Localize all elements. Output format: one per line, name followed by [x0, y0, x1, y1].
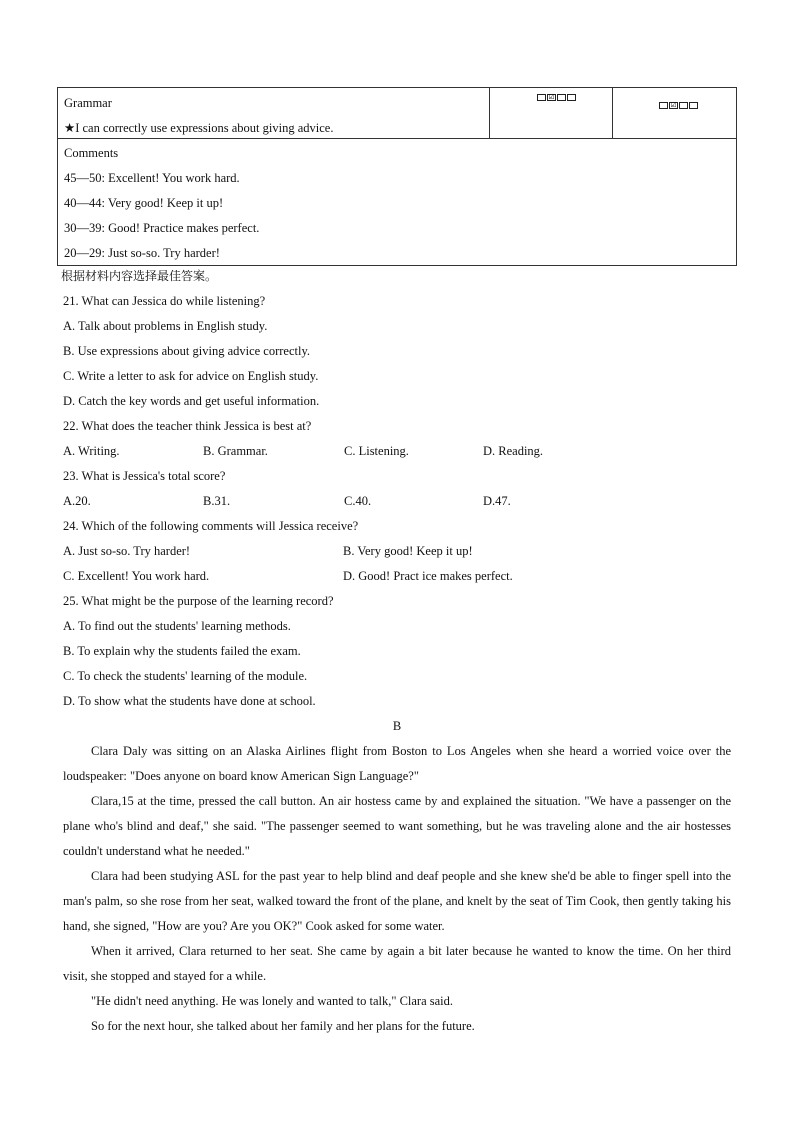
- grammar-statement: ★I can correctly use expressions about giving advice.: [64, 121, 334, 135]
- option: A. Just so-so. Try harder!: [63, 544, 191, 558]
- option: B.31.: [203, 494, 231, 508]
- passage-paragraph: Clara had been studying ASL for the past year to help blind and deaf people and she knew she'd be able to finger spell into the man's palm, so she rose from her seat, walked toward the front of the plane, and knelt by the seat of Tim Cook, then gently taking his hand, she signed, "How are you? Are you OK?" Cook asked for some water.: [63, 869, 731, 933]
- checked-checkbox-icon: ☑: [670, 101, 677, 109]
- comment-line: 40—44: Very good! Keep it up!: [64, 196, 224, 210]
- option: B. Use expressions about giving advice correctly.: [63, 344, 311, 358]
- grammar-cell: [58, 88, 490, 138]
- option: D.47.: [483, 494, 511, 508]
- option: D. Reading.: [483, 444, 544, 458]
- option-row: [63, 564, 743, 589]
- comments-title: Comments: [64, 146, 119, 160]
- option: D. Catch the key words and get useful information.: [63, 394, 320, 408]
- option: A. Writing.: [63, 444, 120, 458]
- option: D. Good! Pract ice makes perfect.: [343, 569, 513, 583]
- checkbox-icon: [689, 102, 698, 109]
- question-stem: 23. What is Jessica's total score?: [63, 469, 226, 483]
- self-assessment-cell: [490, 88, 613, 138]
- option: B. To explain why the students failed the exam.: [63, 644, 301, 658]
- option: D. To show what the students have done at school.: [63, 694, 316, 708]
- option: C. Listening.: [344, 444, 409, 458]
- comment-line: 30—39: Good! Practice makes perfect.: [64, 221, 260, 235]
- checkbox-icon: [537, 94, 546, 101]
- option: C. Excellent! You work hard.: [63, 569, 210, 583]
- comment-line: 45—50: Excellent! You work hard.: [64, 171, 240, 185]
- option: C.40.: [344, 494, 372, 508]
- option: C. To check the students' learning of the module.: [63, 669, 308, 683]
- checkbox-icon: [679, 102, 688, 109]
- option: A. To find out the students' learning methods.: [63, 619, 291, 633]
- teacher-assessment-cell: [613, 88, 736, 138]
- comments-row: [58, 139, 736, 265]
- checkbox-icon: [557, 94, 566, 101]
- questions-section: [63, 264, 743, 739]
- question-stem: 25. What might be the purpose of the learning record?: [63, 594, 334, 608]
- learning-record-table: [57, 87, 737, 266]
- passage-paragraph: "He didn't need anything. He was lonely and wanted to talk," Clara said.: [91, 994, 454, 1008]
- passage-paragraph: When it arrived, Clara returned to her seat. She came by again a bit later because he wanted to know the time. On her third visit, she stopped and stayed for a while.: [63, 944, 731, 983]
- option: A.20.: [63, 494, 91, 508]
- comment-line: 20—29: Just so-so. Try harder!: [64, 246, 220, 260]
- checkbox-group-self: [537, 94, 576, 101]
- question-stem: 24. Which of the following comments will Jessica receive?: [63, 519, 359, 533]
- question-stem: 21. What can Jessica do while listening?: [63, 294, 266, 308]
- question-stem: 22. What does the teacher think Jessica is best at?: [63, 419, 312, 433]
- checkbox-icon: [659, 102, 668, 109]
- checkbox-group-teacher: [659, 102, 698, 109]
- passage-paragraph: So for the next hour, she talked about her family and her plans for the future.: [91, 1019, 475, 1033]
- passage-paragraph: Clara,15 at the time, pressed the call button. An air hostess came by and explained the situation. "We have a passenger on the plane who's blind and deaf," she said. "The passenger seemed to want something, but he was traveling alone and the air hostesses couldn't understand what he needed.": [63, 794, 731, 858]
- instruction: 根据材料内容选择最佳答案。: [61, 269, 218, 283]
- grammar-row: [58, 88, 736, 139]
- option-row: [63, 539, 743, 564]
- option: A. Talk about problems in English study.: [63, 319, 268, 333]
- checkbox-icon: [567, 94, 576, 101]
- checked-checkbox-icon: ☑: [548, 93, 555, 101]
- option-row: [63, 439, 743, 464]
- option: B. Grammar.: [203, 444, 268, 458]
- grammar-title: Grammar: [64, 96, 112, 110]
- option: C. Write a letter to ask for advice on English study.: [63, 369, 319, 383]
- section-label: B: [392, 719, 402, 733]
- passage-paragraph: Clara Daly was sitting on an Alaska Airlines flight from Boston to Los Angeles when she heard a worried voice over the loudspeaker: "Does anyone on board know American Sign Language?": [63, 744, 731, 783]
- option: B. Very good! Keep it up!: [343, 544, 473, 558]
- option-row: [63, 489, 743, 514]
